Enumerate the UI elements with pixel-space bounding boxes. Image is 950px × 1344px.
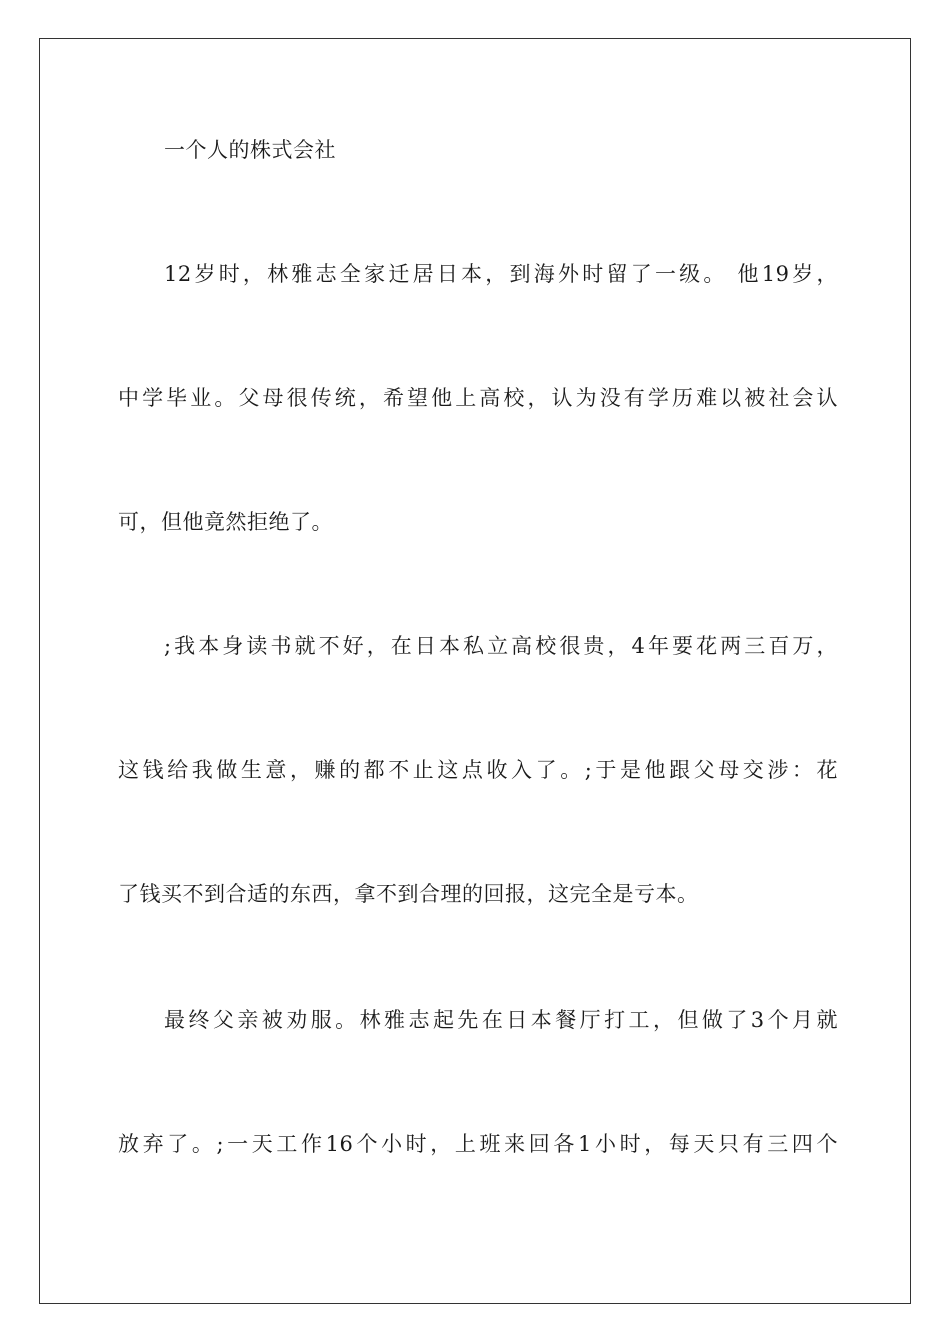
- page-border: [39, 38, 911, 1304]
- paragraph-line: 可，但他竟然拒绝了。: [118, 510, 333, 534]
- paragraph-line: 了钱买不到合适的东西，拿不到合理的回报，这完全是亏本。: [118, 882, 699, 906]
- paragraph-line: 这钱给我做生意，赚的都不止这点收入了。;于是他跟父母交涉：花: [118, 758, 838, 782]
- paragraph-line: 放弃了。;一天工作16个小时，上班来回各1小时，每天只有三四个: [118, 1132, 838, 1156]
- paragraph-line: 12岁时，林雅志全家迁居日本，到海外时留了一级。 他19岁，: [164, 262, 838, 286]
- paragraph-line: 中学毕业。父母很传统，希望他上高校，认为没有学历难以被社会认: [118, 386, 838, 410]
- document-title: 一个人的株式会社: [164, 138, 336, 162]
- paragraph-line: ;我本身读书就不好，在日本私立高校很贵，4年要花两三百万，: [164, 634, 838, 658]
- paragraph-line: 最终父亲被劝服。林雅志起先在日本餐厅打工，但做了3个月就: [164, 1008, 838, 1032]
